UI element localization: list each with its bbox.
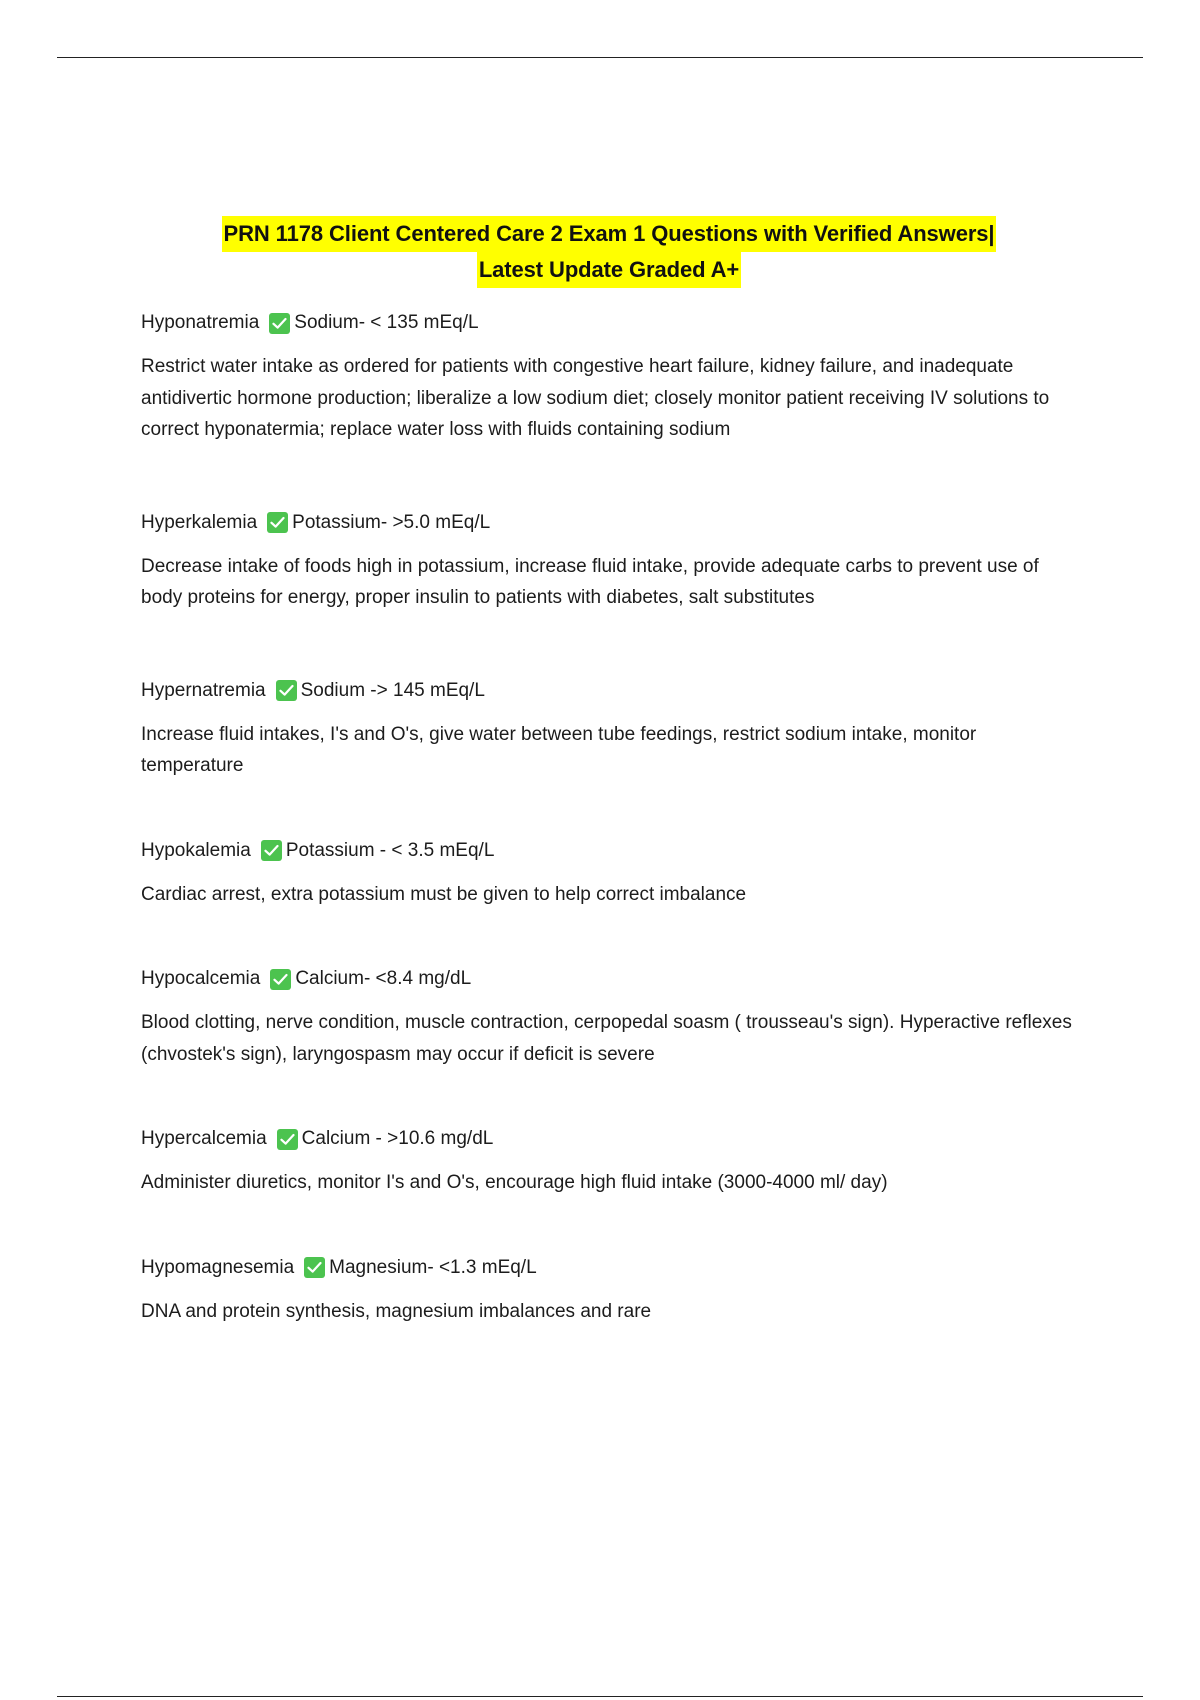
entry-answer: Potassium- >5.0 mEq/L	[292, 511, 491, 533]
entry-term: Hyperkalemia	[141, 511, 258, 533]
qa-entry	[141, 837, 1077, 911]
entry-heading	[141, 1254, 1077, 1282]
qa-entry	[141, 1125, 1077, 1199]
entry-answer: Calcium- <8.4 mg/dL	[295, 968, 472, 989]
entry-detail: Administer diuretics, monitor I's and O's, encourage high fluid intake (3000-4000 ml/ day)	[141, 1172, 888, 1193]
entry-heading	[141, 837, 1077, 865]
check-mark-icon	[276, 680, 297, 701]
qa-entry	[141, 1254, 1077, 1328]
entry-term: Hypercalcemia	[141, 1128, 267, 1149]
entry-term: Hypocalcemia	[141, 968, 261, 989]
entry-term: Hypomagnesemia	[141, 1256, 295, 1278]
entry-detail: Blood clotting, nerve condition, muscle contraction, cerpopedal soasm ( trousseau's sign). Hyperactive reflexes (chvostek's sign), laryngospasm may occur if deficit is severe	[141, 1012, 1072, 1065]
qa-entry	[141, 677, 1077, 782]
entry-answer: Calcium - >10.6 mg/dL	[301, 1128, 494, 1149]
check-mark-icon	[267, 512, 288, 533]
entry-answer: Sodium -> 145 mEq/L	[300, 679, 485, 701]
document-title	[131, 216, 1087, 288]
entry-answer: Magnesium- <1.3 mEq/L	[329, 1256, 537, 1278]
qa-entry	[141, 965, 1077, 1070]
entry-detail: Restrict water intake as ordered for patients with congestive heart failure, kidney failure, and inadequate antidivertic hormone production; liberalize a low sodium diet; closely monitor patient receiving IV solutions to correct hyponatermia; replace water loss with fluids containing sodium	[141, 356, 1050, 440]
entry-heading	[141, 677, 1077, 705]
check-mark-icon	[304, 1257, 325, 1278]
title-line-1: PRN 1178 Client Centered Care 2 Exam 1 Questions with Verified Answers|	[222, 216, 997, 252]
entry-detail: DNA and protein synthesis, magnesium imbalances and rare	[141, 1300, 652, 1322]
entry-detail: Decrease intake of foods high in potassium, increase fluid intake, provide adequate carbs to prevent use of body proteins for energy, proper insulin to patients with diabetes, salt substitutes	[141, 555, 1039, 608]
entry-term: Hyponatremia	[141, 312, 260, 333]
entry-heading	[141, 309, 1077, 337]
entry-answer: Potassium - < 3.5 mEq/L	[285, 839, 495, 861]
entry-heading	[141, 965, 1077, 993]
check-mark-icon	[277, 1129, 298, 1150]
title-line-2: Latest Update Graded A+	[477, 252, 741, 288]
qa-entry	[141, 509, 1077, 614]
document-page	[141, 216, 1077, 1327]
check-mark-icon	[261, 840, 282, 861]
entry-answer: Sodium- < 135 mEq/L	[294, 312, 479, 333]
entry-term: Hypernatremia	[141, 679, 266, 701]
entry-term: Hypokalemia	[141, 839, 251, 861]
entry-heading	[141, 1125, 1077, 1153]
entry-detail: Increase fluid intakes, I's and O's, give water between tube feedings, restrict sodium intake, monitor temperature	[141, 723, 977, 776]
check-mark-icon	[269, 313, 290, 334]
entry-detail: Cardiac arrest, extra potassium must be given to help correct imbalance	[141, 883, 747, 905]
top-rule	[57, 57, 1143, 58]
entry-heading	[141, 509, 1077, 537]
check-mark-icon	[270, 969, 291, 990]
qa-entry	[141, 309, 1077, 446]
bottom-rule	[57, 1696, 1143, 1697]
